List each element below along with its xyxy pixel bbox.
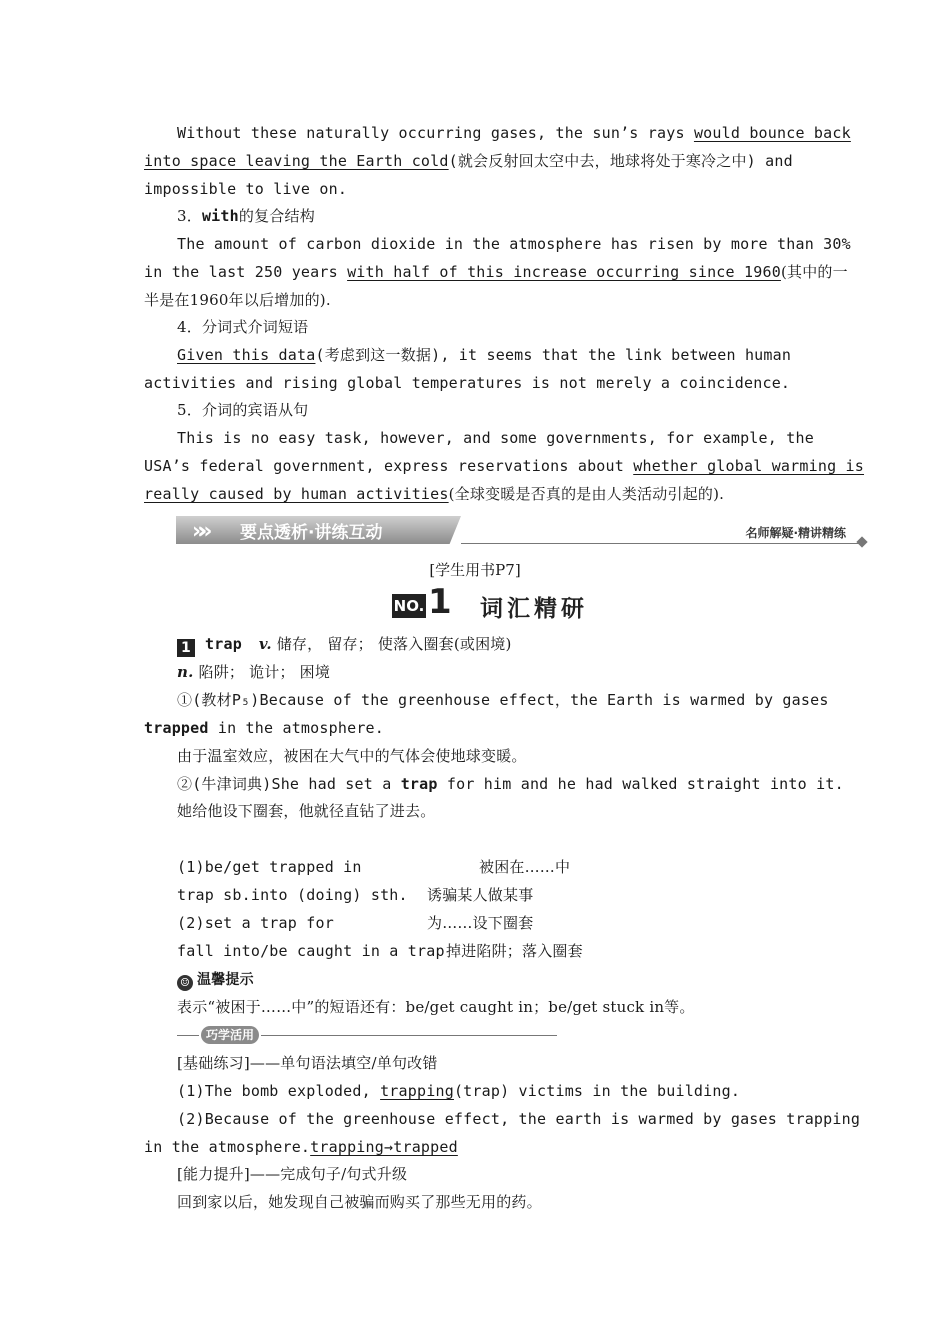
phrase-row: (1)be/get trapped in 被困在……中: [177, 858, 571, 876]
basic-practice-heading: [基础练习]——单句语法填空/单句改错: [177, 1054, 438, 1072]
question-2-line1: (2)Because of the greenhouse effect, the earth is warmed by gases trapping: [177, 1110, 861, 1128]
phrase-row: fall into/be caught in a trap掉进陷阱；落入圈套: [177, 942, 583, 960]
banner-rule: [461, 543, 861, 544]
item3-heading: 3．with的复合结构: [177, 207, 315, 225]
entry-headword-line: 1 trap v. 储存， 留存； 使落入圈套(或困境): [144, 634, 806, 657]
item4-line1: Given this data(考虑到这一数据), it seems that the link between human: [177, 346, 792, 364]
question-1: (1)The bomb exploded, trapping(trap) victims in the building.: [177, 1082, 741, 1100]
practice-label: 巧学活用: [201, 1026, 259, 1044]
example1-line1: ①(教材P₅)Because of the greenhouse effect，the Earth is warmed by gases: [177, 691, 829, 709]
advanced-question-1: 回到家以后，她发现自己被骗而购买了那些无用的药。: [177, 1193, 542, 1211]
tip-text: 表示“被困于……中”的短语还有：be/get caught in；be/get stuck in等。: [177, 998, 695, 1016]
section-banner: [176, 516, 866, 548]
entry-noun-line: n. 陷阱； 诡计； 困境: [177, 663, 331, 681]
tip-heading: ☺ 温馨提示: [144, 969, 806, 991]
underlined-answer: with half of this increase occurring since 1960: [347, 263, 781, 281]
example1-translation: 由于温室效应，被困在大气中的气体会使地球变暖。: [177, 747, 527, 765]
underlined-answer: Given this data: [177, 346, 316, 364]
headword: trap: [205, 635, 242, 653]
item4-heading: 4．分词式介词短语: [177, 318, 309, 336]
advanced-practice-heading: [能力提升]——完成句子/句式升级: [177, 1165, 408, 1183]
para1-line3: impossible to live on.: [144, 180, 348, 198]
item5-heading: 5．介词的宾语从句: [177, 401, 309, 419]
example2-line: ②(牛津词典)She had set a trap for him and he had walked straight into it.: [177, 775, 844, 793]
item3-line1: The amount of carbon dioxide in the atmosphere has risen by more than 30%: [177, 235, 851, 253]
badge-number: 1: [428, 582, 452, 622]
item4-line2: activities and rising global temperatures is not merely a coincidence.: [144, 374, 791, 392]
underlined-answer: into space leaving the Earth cold: [144, 152, 449, 170]
diamond-icon: [856, 536, 867, 547]
chevron-double-icon: »»: [192, 519, 205, 544]
example1-line2: trapped in the atmosphere.: [144, 719, 385, 737]
item3-line2: in the last 250 years with half of this increase occurring since 1960(其中的一: [144, 263, 848, 281]
para1-line1: Without these naturally occurring gases, the sun’s rays would bounce back: [177, 124, 851, 142]
underlined-answer: trapping→trapped: [310, 1138, 458, 1156]
book-reference: [学生用书P7]: [429, 561, 521, 579]
item5-line2: USA’s federal government, express reservations about whether global warming is: [144, 457, 865, 475]
item5-line3: really caused by human activities(全球变暖是否真的是由人类活动引起的).: [144, 485, 725, 503]
underlined-answer: trapping: [380, 1082, 454, 1100]
underlined-answer: would bounce back: [693, 124, 851, 142]
question-2-line2: in the atmosphere.trapping→trapped: [144, 1138, 458, 1156]
entry-number-icon: 1: [177, 639, 195, 657]
smiley-icon: ☺: [177, 975, 193, 991]
item3-line3: 半是在1960年以后增加的).: [144, 291, 331, 309]
badge-no-label: NO.: [392, 594, 426, 618]
section-title: 词汇精研: [480, 596, 588, 622]
banner-title: 要点透析·讲练互动: [240, 523, 383, 543]
phrase-row: (2)set a trap for 为……设下圈套: [177, 914, 534, 932]
example2-translation: 她给他设下圈套，他就径直钻了进去。: [177, 802, 436, 820]
para1-line2: into space leaving the Earth cold(就会反射回太空中去，地球将处于寒冷之中) and: [144, 152, 793, 170]
banner-subtitle: 名师解疑·精讲精练: [745, 526, 846, 540]
phrase-row: trap sb.into (doing) sth. 诱骗某人做某事: [177, 886, 534, 904]
underlined-answer: really caused by human activities: [144, 485, 449, 503]
practice-divider: [177, 1026, 557, 1046]
item5-line1: This is no easy task, however, and some governments, for example, the: [177, 429, 814, 447]
underlined-answer: whether global warming is: [633, 457, 865, 475]
section-number-badge: [392, 582, 456, 622]
